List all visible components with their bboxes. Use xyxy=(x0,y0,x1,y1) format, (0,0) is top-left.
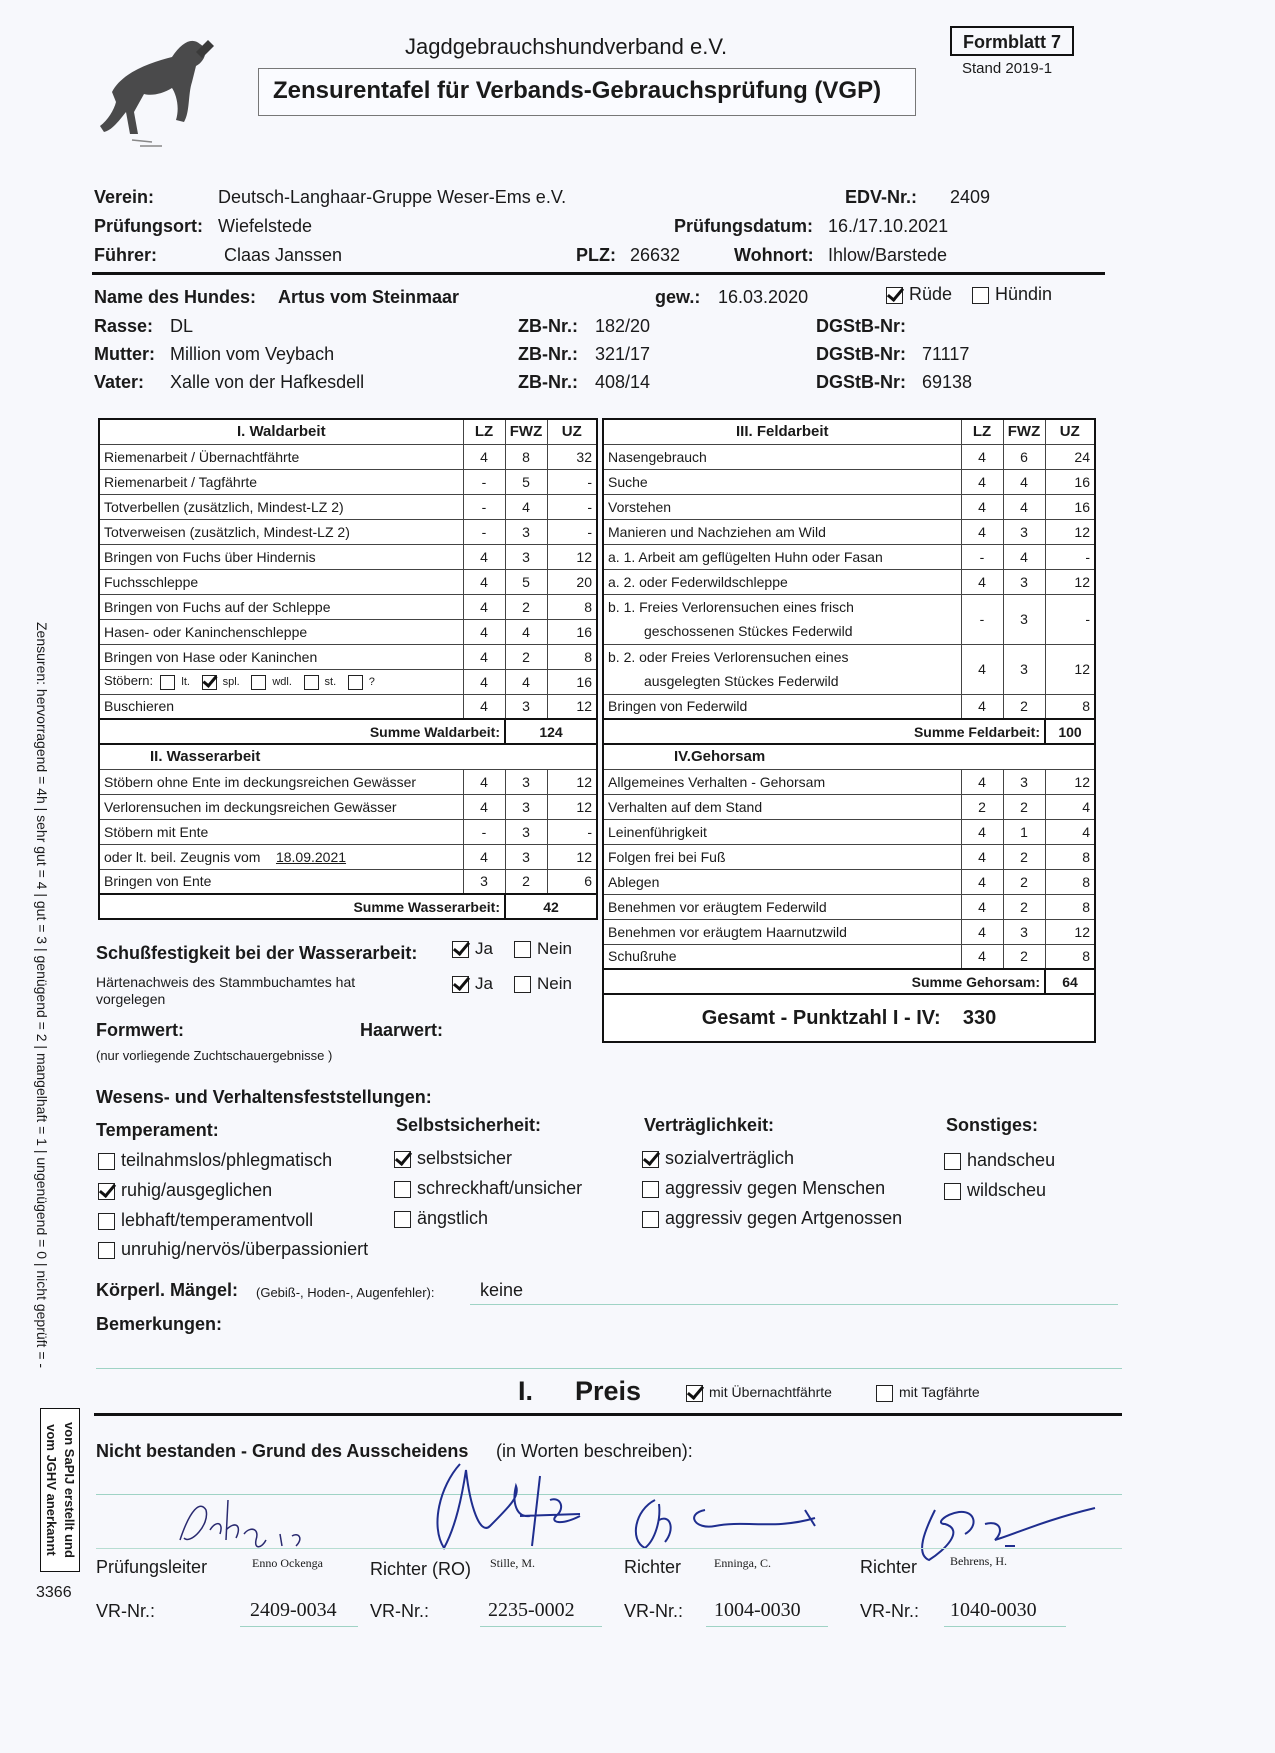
form-stand: Stand 2019-1 xyxy=(962,60,1053,77)
wald-sum-row: Summe Waldarbeit: 124 xyxy=(99,719,597,744)
haerte-nein[interactable]: Nein xyxy=(514,974,572,994)
nicht-note: (in Worten beschreiben): xyxy=(496,1441,693,1461)
table-row: Riemenarbeit / Tagfährte - 5 - xyxy=(99,469,597,494)
table-row: Totverweisen (zusätzlich, Mindest-LZ 2) - 3 - xyxy=(99,519,597,544)
selbst-checkbox[interactable] xyxy=(394,1151,411,1168)
gehorsam-sum-row: Summe Gehorsam: 64 xyxy=(603,969,1095,994)
fuehrer-value: Claas Janssen xyxy=(224,245,343,265)
table-row: Hasen- oder Kaninchenschleppe 4 4 16 xyxy=(99,619,597,644)
preis-number: I. xyxy=(518,1376,534,1406)
edv-value: 2409 xyxy=(950,187,991,207)
fuehrer-label: Führer: xyxy=(94,245,157,265)
vr-value: 1004-0030 xyxy=(714,1599,801,1621)
zucht-note: (nur vorliegende Zuchtschauergebnisse ) xyxy=(96,1048,333,1063)
table-row: Fuchsschleppe 4 5 20 xyxy=(99,569,597,594)
gew-label: gew.: xyxy=(655,287,701,307)
table-row: Verlorensuchen im deckungsreichen Gewässer 4 3 12 xyxy=(99,794,597,819)
huendin-option[interactable]: Hündin xyxy=(972,284,1052,305)
vr-line xyxy=(706,1626,828,1627)
preis-ueber-checkbox[interactable] xyxy=(686,1385,703,1402)
sonst-option[interactable]: wildscheu xyxy=(944,1180,1046,1201)
divider xyxy=(94,1413,1122,1416)
temp-option[interactable]: unruhig/nervös/überpassioniert xyxy=(98,1239,368,1260)
col-fwz: FWZ xyxy=(505,419,547,444)
gesamt-value: 330 xyxy=(962,1006,997,1029)
selbst-option[interactable]: schreckhaft/unsicher xyxy=(394,1178,582,1199)
table-row: Riemenarbeit / Übernachtfährte 4 8 32 xyxy=(99,444,597,469)
sonst-checkbox[interactable] xyxy=(944,1153,961,1170)
maengel-label: Körperl. Mängel: xyxy=(96,1280,239,1300)
gehorsam-title: IV.Gehorsam xyxy=(603,744,1095,769)
sonst-option[interactable]: handscheu xyxy=(944,1150,1055,1171)
datum-label: Prüfungsdatum: xyxy=(674,216,813,236)
preis-tag-checkbox[interactable] xyxy=(876,1385,893,1402)
vater-zb: 408/14 xyxy=(595,372,651,392)
vr-value: 2409-0034 xyxy=(250,1599,337,1621)
table-row: Stöbern ohne Ente im deckungsreichen Gewässer 4 3 12 xyxy=(99,769,597,794)
vr-line xyxy=(480,1626,602,1627)
bemerkungen-label: Bemerkungen: xyxy=(96,1314,223,1334)
table-row: Buschieren 4 3 12 xyxy=(99,694,597,719)
vr-line xyxy=(944,1626,1066,1627)
vater-label: Vater: xyxy=(94,372,145,392)
signature-line xyxy=(96,1548,1122,1549)
mutter-zb-label: ZB-Nr.: xyxy=(518,344,578,364)
verein-value: Deutsch-Langhaar-Gruppe Weser-Ems e.V. xyxy=(218,187,567,207)
vert-checkbox[interactable] xyxy=(642,1181,659,1198)
mutter-value: Million vom Veybach xyxy=(170,344,335,364)
grading-legend: Zensuren: hervorragend = 4h | sehr gut = 4 | gut = 3 | genügend = 2 | mangelhaft = 1 | ungenügend = 0 | nicht geprüft = - xyxy=(34,622,50,1369)
ruede-checkbox[interactable] xyxy=(886,287,903,304)
bemerkungen-line xyxy=(96,1368,1122,1369)
signature-richter-2 xyxy=(615,1490,835,1560)
gew-value: 16.03.2020 xyxy=(718,287,809,307)
vater-dgstb: 69138 xyxy=(922,372,973,392)
vater-dgstb-label: DGStB-Nr: xyxy=(816,372,906,392)
maengel-note: (Gebiß-, Hoden-, Augenfehler): xyxy=(256,1285,435,1300)
signature-richter-ro xyxy=(420,1456,620,1566)
temp-checkbox[interactable] xyxy=(98,1242,115,1259)
feldarbeit-table: III. Feldarbeit LZ FWZ UZ Nasengebrauch 4 6 24 Suche 4 4 16 Vorstehen 4 4 16 Manieren und Nachziehen am Wild 4 3 12 a. 1. Arbeit am geflügelten Huhn oder Fasan - 4 - a. 2. oder Federwildschleppe 4 3 12 b. 1. Freies Verlorensuchen eines frisch - 3 - geschossenen Stückes Federwild b. 2. oder Freies Verlorensuchen eines 4 3 12 ausgelegten Stückes Federwild Bringen von Federwild 4 2 8 Summe Feldarbeit: 100 IV.Gehorsam Allgemeines Verhalten - Gehorsam 4 3 12 Verhalten auf dem Stand 2 2 4 Leinenführigkeit 4 1 4 Folgen frei bei Fuß 4 2 8 Ablegen 4 2 8 Benehmen vor eräugtem Federwild 4 2 8 Benehmen vor eräugtem Haarnutzwild 4 3 12 Schußruhe 4 2 8 Summe Gehorsam: 64 Gesamt - Punktzahl I - IV: 330 xyxy=(602,418,1096,1043)
selbst-title: Selbstsicherheit: xyxy=(396,1115,542,1135)
preis-ueber[interactable]: mit Übernachtfährte xyxy=(686,1384,832,1402)
wesen-title: Wesens- und Verhaltensfeststellungen: xyxy=(96,1087,432,1107)
temp-option[interactable]: teilnahmslos/phlegmatisch xyxy=(98,1150,332,1171)
huendin-checkbox[interactable] xyxy=(972,287,989,304)
vr-line xyxy=(240,1626,358,1627)
table-row: Bringen von Hase oder Kaninchen 4 2 8 xyxy=(99,644,597,669)
judge-name: Stille, M. xyxy=(490,1556,536,1570)
table-row: Bringen von Fuchs auf der Schleppe 4 2 8 xyxy=(99,594,597,619)
stoebern-q-checkbox[interactable] xyxy=(348,675,363,690)
vr-label: VR-Nr.: xyxy=(624,1601,684,1621)
temp-checkbox[interactable] xyxy=(98,1213,115,1230)
document-title: Zensurentafel für Verbands-Gebrauchsprüfung (VGP) xyxy=(258,68,916,116)
table-row: Nasengebrauch 4 6 24 xyxy=(603,444,1095,469)
table-row: Vorstehen 4 4 16 xyxy=(603,494,1095,519)
judge-name: Enninga, C. xyxy=(714,1556,771,1570)
sonst-checkbox[interactable] xyxy=(944,1183,961,1200)
formwert-label: Formwert: xyxy=(96,1020,185,1040)
table-row: Schußruhe 4 2 8 xyxy=(603,944,1095,969)
stoebern-wdl-checkbox[interactable] xyxy=(251,675,266,690)
dgstb-label: DGStB-Nr: xyxy=(816,316,906,336)
org-name: Jagdgebrauchshundverband e.V. xyxy=(405,34,728,59)
table-row: Suche 4 4 16 xyxy=(603,469,1095,494)
table-row: Benehmen vor eräugtem Haarnutzwild 4 3 12 xyxy=(603,919,1095,944)
judge-name: Behrens, H. xyxy=(950,1554,1007,1568)
stoebern-st-checkbox[interactable] xyxy=(304,675,319,690)
schuss-ja[interactable]: Ja xyxy=(452,939,493,959)
vert-title: Verträglichkeit: xyxy=(644,1115,775,1135)
table-row: Bringen von Federwild 4 2 8 xyxy=(603,694,1095,719)
nicht-label: Nicht bestanden - Grund des Ausscheidens xyxy=(96,1441,469,1461)
table-row: b. 2. oder Freies Verlorensuchen eines 4 3 12 xyxy=(603,644,1095,669)
schuss-nein[interactable]: Nein xyxy=(514,939,572,959)
vert-option[interactable]: aggressiv gegen Menschen xyxy=(642,1178,885,1199)
table-row: Benehmen vor eräugtem Federwild 4 2 8 xyxy=(603,894,1095,919)
vr-label: VR-Nr.: xyxy=(370,1601,430,1621)
feld-title: III. Feldarbeit xyxy=(603,419,961,444)
temp-option[interactable]: ruhig/ausgeglichen xyxy=(98,1180,272,1201)
wasser-title: II. Wasserarbeit xyxy=(99,744,597,769)
vater-value: Xalle von der Hafkesdell xyxy=(170,372,365,392)
temp-checkbox[interactable] xyxy=(98,1153,115,1170)
vert-checkbox[interactable] xyxy=(642,1211,659,1228)
mutter-zb: 321/17 xyxy=(595,344,651,364)
dog-name-label: Name des Hundes: xyxy=(94,287,257,307)
table-row: Allgemeines Verhalten - Gehorsam 4 3 12 xyxy=(603,769,1095,794)
table-row: Leinenführigkeit 4 1 4 xyxy=(603,819,1095,844)
wohnort-value: Ihlow/Barstede xyxy=(828,245,948,265)
col-lz: LZ xyxy=(463,419,505,444)
zb-label: ZB-Nr.: xyxy=(518,316,578,336)
waldarbeit-table xyxy=(98,418,598,920)
mutter-dgstb-label: DGStB-Nr: xyxy=(816,344,906,364)
zb-value: 182/20 xyxy=(595,316,651,336)
temp-checkbox[interactable] xyxy=(98,1183,115,1200)
selbst-checkbox[interactable] xyxy=(394,1211,411,1228)
table-row: Bringen von Fuchs über Hindernis 4 3 12 xyxy=(99,544,597,569)
vr-label: VR-Nr.: xyxy=(96,1601,156,1621)
datum-value: 16./17.10.2021 xyxy=(828,216,949,236)
stoebern-spl-checkbox[interactable] xyxy=(202,675,217,690)
preis-tag[interactable]: mit Tagfährte xyxy=(876,1384,980,1402)
schuss-ja-checkbox[interactable] xyxy=(452,941,469,958)
vr-value: 1040-0030 xyxy=(950,1599,1037,1621)
haerte-nein-checkbox[interactable] xyxy=(514,976,531,993)
temp-option[interactable]: lebhaft/temperamentvoll xyxy=(98,1210,313,1231)
edv-label: EDV-Nr.: xyxy=(845,187,918,207)
schuss-nein-checkbox[interactable] xyxy=(514,941,531,958)
dog-logo xyxy=(92,22,222,157)
divider xyxy=(92,272,1105,275)
table-row: a. 2. oder Federwildschleppe 4 3 12 xyxy=(603,569,1095,594)
verein-label: Verein: xyxy=(94,187,155,207)
judge-role: Richter xyxy=(860,1557,918,1577)
table-row: Bringen von Ente 3 2 6 xyxy=(99,869,597,894)
wald-title: I. Waldarbeit xyxy=(99,419,463,444)
vr-value: 2235-0002 xyxy=(488,1599,575,1621)
ruede-option[interactable]: Rüde xyxy=(886,284,952,305)
maengel-line xyxy=(470,1304,1118,1305)
vert-option[interactable]: sozialverträglich xyxy=(642,1148,794,1169)
wasser-sum-row: Summe Wasserarbeit: 42 xyxy=(99,894,597,919)
table-row: Ablegen 4 2 8 xyxy=(603,869,1095,894)
plz-value: 26632 xyxy=(630,245,681,265)
judge-role: Richter (RO) xyxy=(370,1559,472,1579)
rasse-label: Rasse: xyxy=(94,316,154,336)
vert-checkbox[interactable] xyxy=(642,1151,659,1168)
feld-sum-row: Summe Feldarbeit: 100 xyxy=(603,719,1095,744)
signature-pruefungsleiter xyxy=(170,1490,340,1560)
mutter-dgstb: 71117 xyxy=(922,344,970,364)
table-row: b. 1. Freies Verlorensuchen eines frisch - 3 - xyxy=(603,594,1095,619)
vr-label: VR-Nr.: xyxy=(860,1601,920,1621)
haerte-ja[interactable]: Ja xyxy=(452,974,493,994)
stoebern-row: Stöbern: lt. spl. wdl. st. ? 4 4 16 xyxy=(99,669,597,694)
stoebern-lt-checkbox[interactable] xyxy=(160,675,175,690)
sonst-title: Sonstiges: xyxy=(946,1115,1039,1135)
table-row: a. 1. Arbeit am geflügelten Huhn oder Fasan - 4 - xyxy=(603,544,1095,569)
table-row: Folgen frei bei Fuß 4 2 8 xyxy=(603,844,1095,869)
vert-option[interactable]: aggressiv gegen Artgenossen xyxy=(642,1208,902,1229)
vater-zb-label: ZB-Nr.: xyxy=(518,372,578,392)
selbst-checkbox[interactable] xyxy=(394,1181,411,1198)
mutter-label: Mutter: xyxy=(94,344,155,364)
judge-role: Richter xyxy=(624,1557,682,1577)
preis-label: Preis xyxy=(575,1376,642,1406)
certification-box: von SaPIJ erstellt und vom JGHV anerkannt xyxy=(40,1408,80,1572)
temperament-title: Temperament: xyxy=(96,1120,219,1140)
maengel-value: keine xyxy=(480,1280,524,1300)
table-row: Stöbern mit Ente - 3 - xyxy=(99,819,597,844)
table-row: Verhalten auf dem Stand 2 2 4 xyxy=(603,794,1095,819)
ort-label: Prüfungsort: xyxy=(94,216,203,236)
table-row: Manieren und Nachziehen am Wild 4 3 12 xyxy=(603,519,1095,544)
selbst-option[interactable]: selbstsicher xyxy=(394,1148,512,1169)
haarwert-label: Haarwert: xyxy=(360,1020,444,1040)
gesamt-row xyxy=(603,994,1095,1042)
table-row: Totverbellen (zusätzlich, Mindest-LZ 2) - 4 - xyxy=(99,494,597,519)
col-uz: UZ xyxy=(547,419,597,444)
zeugnis-row: oder lt. beil. Zeugnis vom 18.09.2021 4 3 12 xyxy=(99,844,597,869)
plz-label: PLZ: xyxy=(576,245,616,265)
judge-role: Prüfungsleiter xyxy=(96,1557,208,1577)
form-number: Formblatt 7 xyxy=(950,26,1074,56)
wohnort-label: Wohnort: xyxy=(734,245,814,265)
rasse-value: DL xyxy=(170,316,194,336)
judge-name: Enno Ockenga xyxy=(252,1556,323,1570)
gesamt-label: Gesamt - Punktzahl I - IV: xyxy=(701,1006,941,1029)
dog-name: Artus vom Steinmaar xyxy=(278,287,460,307)
ort-value: Wiefelstede xyxy=(218,216,313,236)
selbst-option[interactable]: ängstlich xyxy=(394,1208,488,1229)
haerte-label: Härtenachweis des Stammbuchamtes hat vorgelegen xyxy=(96,974,356,1007)
page-number: 3366 xyxy=(36,1584,72,1601)
schuss-label: Schußfestigkeit bei der Wasserarbeit: xyxy=(96,943,418,963)
haerte-ja-checkbox[interactable] xyxy=(452,976,469,993)
